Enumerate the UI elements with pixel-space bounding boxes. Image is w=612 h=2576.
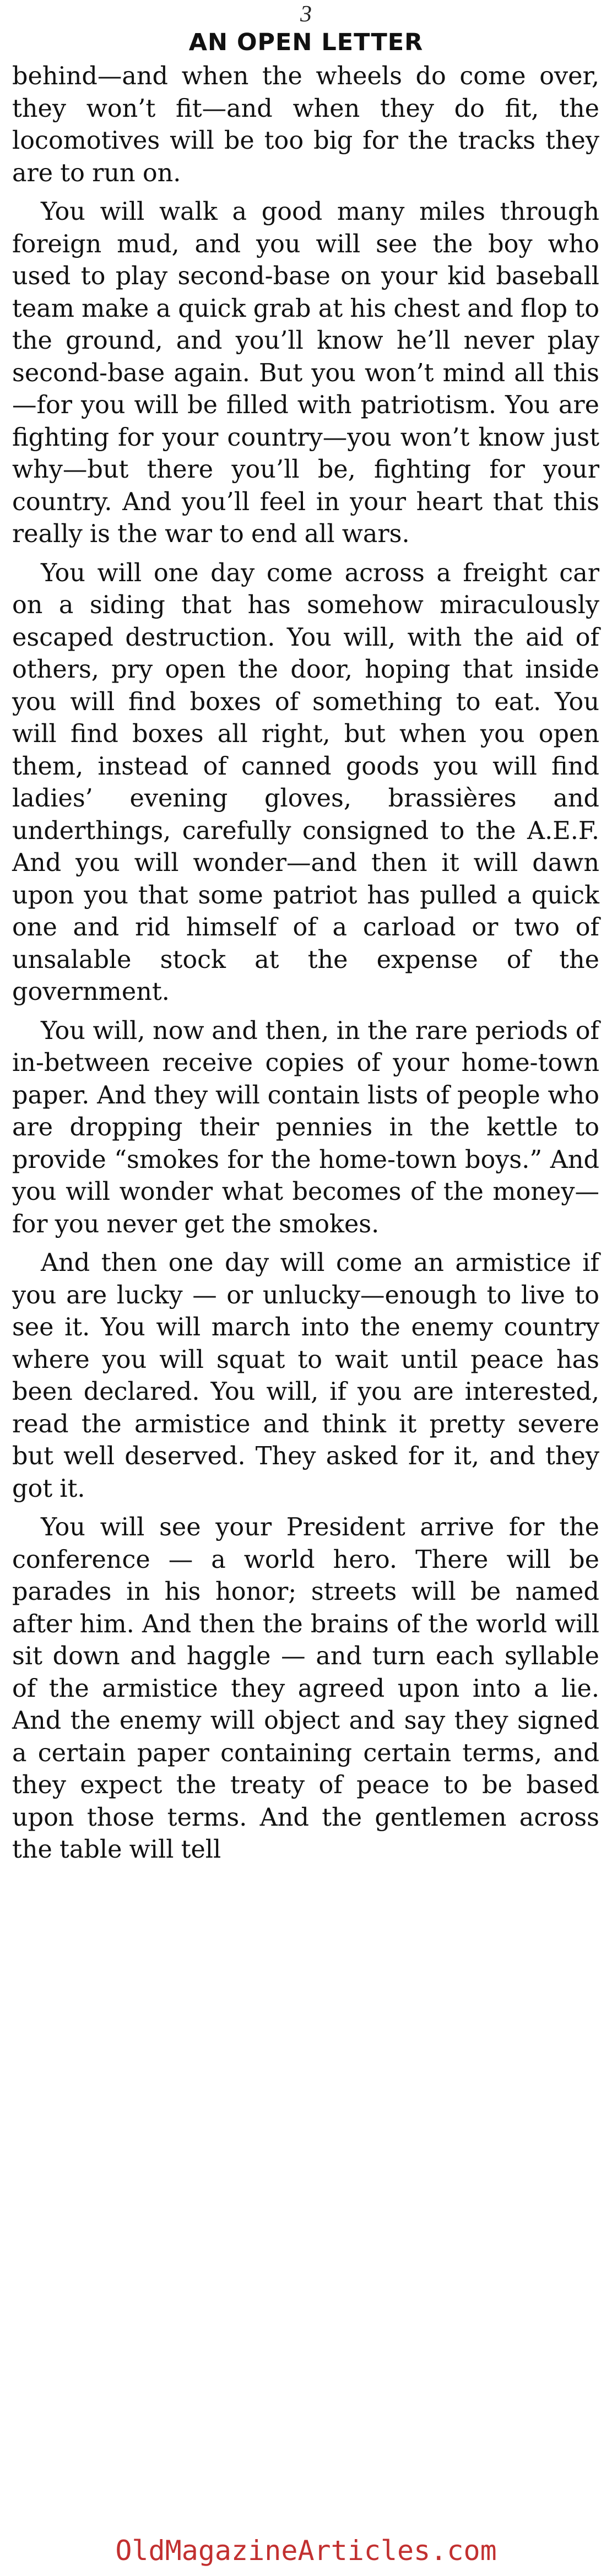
article-body xyxy=(12,61,599,1873)
page-title: AN OPEN LETTER xyxy=(188,29,424,56)
paragraph: You will see your President arrive for the conference — a world hero. There will be parades in his honor; streets will be named after him. And then the brains of the world will sit down and haggle — and turn each syllable of the armistice they agreed upon into a lie. And the enemy will object and say they signed a certain paper containing certain terms, and they expect the treaty of peace to be based upon those terms. And the gentlemen across the table will tell xyxy=(12,1513,599,1864)
paragraph: You will walk a good many miles through foreign mud, and you will see the boy who used to play second-base on your kid baseball team make a quick grab at his chest and flop to the ground, and you’ll know he’ll never play second-base again. But you won’t mind all this—for you will be filled with patriotism. You are fighting for your country—you won’t know just why—but there you’ll be, fighting for your country. And you’ll feel in your heart that this really is the war to end all wars. xyxy=(12,198,599,548)
paragraph: And then one day will come an armistice if you are lucky — or unlucky—enough to live to see it. You will march into the enemy country where you will squat to wait until peace has been declared. You will, if you are interested, read the armistice and think it pretty severe but well deserved. They asked for it, and they got it. xyxy=(12,1249,599,1503)
page-number: 3 xyxy=(300,2,312,27)
paragraph: behind—and when the wheels do come over, they won’t fit—and when they do fit, the locomotives will be too big for the tracks they are to run on. xyxy=(12,62,599,187)
paragraph: You will, now and then, in the rare periods of in-between receive copies of your home-town paper. And they will contain lists of people who are dropping their pennies in the kettle to provide “smokes for the home-town boys.” And you will wonder what becomes of the money—for you never get the smokes. xyxy=(12,1016,599,1238)
paragraph: You will one day come across a freight car on a siding that has somehow miraculously escaped destruction. You will, with the aid of others, pry open the door, hoping that inside you will find boxes of something to eat. You will find boxes all right, but when you open them, instead of canned goods you will find ladies’ evening gloves, brassières and underthings, carefully consigned to the A.E.F. And you will wonder—and then it will dawn upon you that some patriot has pulled a quick one and rid himself of a carload or two of unsalable stock at the expense of the government. xyxy=(12,559,599,1006)
watermark-footer: OldMagazineArticles.com xyxy=(115,2535,497,2567)
